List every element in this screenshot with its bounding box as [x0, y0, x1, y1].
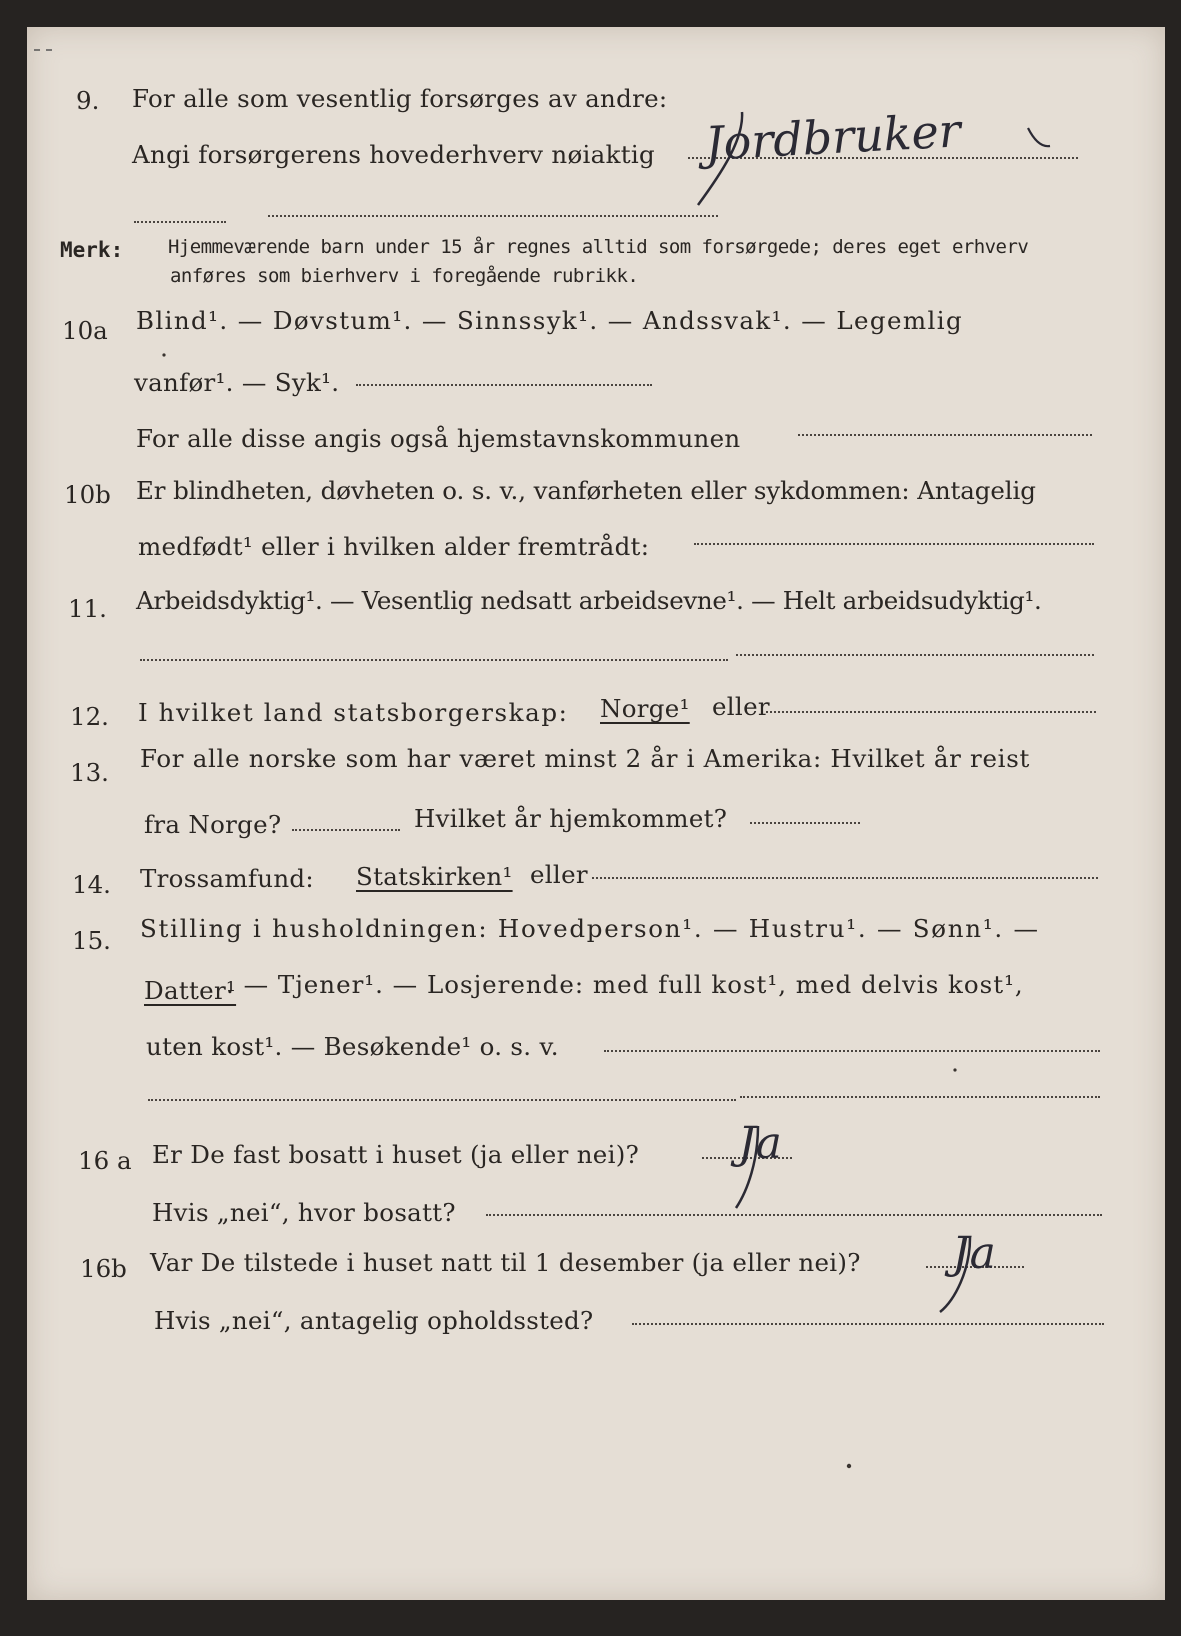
q9-handwritten-answer: Jordbruker: [703, 103, 962, 171]
merk-label: Merk:: [60, 238, 124, 262]
q9-descender-stroke: [698, 112, 742, 205]
q9-number: 9.: [76, 86, 100, 115]
q11-line1: Arbeidsdyktig¹. — Vesentlig nedsatt arbeidsevne¹. — Helt arbeidsudyktig¹.: [136, 586, 1042, 615]
q16a-line1: Er De fast bosatt i huset (ja eller nei)?: [152, 1140, 639, 1169]
q10b-number: 10b: [64, 480, 111, 509]
q12-suffix: eller: [712, 692, 770, 721]
q14-statskirken: Statskirken¹: [356, 862, 513, 891]
q16a-handwritten-answer: Ja: [738, 1118, 782, 1169]
q16a-stroke: [736, 1126, 758, 1208]
q13-number: 13.: [70, 758, 109, 787]
q16a-line2: Hvis „nei“, hvor bosatt?: [152, 1198, 456, 1227]
q16b-number: 16b: [80, 1254, 127, 1283]
q10b-line1: Er blindheten, døvheten o. s. v., vanførheten eller sykdommen: Antagelig: [136, 476, 1036, 505]
q15-datter: Datter¹: [144, 976, 237, 1005]
q16b-stroke: [940, 1238, 970, 1312]
q13-line2a: fra Norge?: [144, 810, 282, 839]
q10b-line2: medfødt¹ eller i hvilken alder fremtrådt:: [138, 532, 650, 561]
q15-line1: Stilling i husholdningen: Hovedperson¹. — Hustru¹. — Sønn¹. —: [140, 914, 1040, 943]
q14-number: 14.: [72, 870, 111, 899]
q12-number: 12.: [70, 702, 109, 731]
q15-line3: uten kost¹. — Besøkende¹ o. s. v.: [146, 1032, 559, 1061]
merk-line1: Hjemmeværende barn under 15 år regnes alltid som forsørgede; deres eget erhverv: [168, 236, 1029, 258]
q9-line1: For alle som vesentlig forsørges av andre:: [132, 84, 668, 113]
q16b-line2: Hvis „nei“, antagelig opholdssted?: [154, 1306, 594, 1335]
q15-number: 15.: [72, 926, 111, 955]
q12-prefix: I hvilket land statsborgerskap:: [138, 698, 569, 727]
q15-line2rest: . — Tjener¹. — Losjerende: med full kost¹, med delvis kost¹,: [226, 970, 1024, 999]
merk-line2: anføres som bierhverv i foregående rubrikk.: [170, 265, 639, 287]
q10a-line3: For alle disse angis også hjemstavnskommunen: [136, 424, 741, 453]
q10a-line2: vanfør¹. — Syk¹.: [134, 368, 340, 397]
ink-dot: [162, 353, 165, 356]
q16a-number: 16 a: [78, 1146, 132, 1175]
q13-line1: For alle norske som har været minst 2 år i Amerika: Hvilket år reist: [140, 744, 1031, 773]
q10a-line1: Blind¹. — Døvstum¹. — Sinnssyk¹. — Andssvak¹. — Legemlig: [136, 306, 964, 335]
ink-dot: [847, 1464, 851, 1468]
q16b-handwritten-answer: Ja: [952, 1228, 996, 1279]
q14-suffix: eller: [530, 860, 588, 889]
q11-number: 11.: [68, 594, 107, 623]
q12-norge: Norge¹: [600, 694, 690, 723]
q9-line2: Angi forsørgerens hovederhverv nøiaktig: [132, 140, 655, 169]
q14-prefix: Trossamfund:: [140, 864, 314, 893]
q16b-line1: Var De tilstede i huset natt til 1 desember (ja eller nei)?: [150, 1248, 861, 1277]
q10a-number: 10a: [62, 316, 108, 345]
q13-line2b: Hvilket år hjemkommet?: [414, 804, 728, 833]
q9-tail-stroke: [1028, 128, 1050, 146]
ink-dot: [953, 1068, 956, 1071]
